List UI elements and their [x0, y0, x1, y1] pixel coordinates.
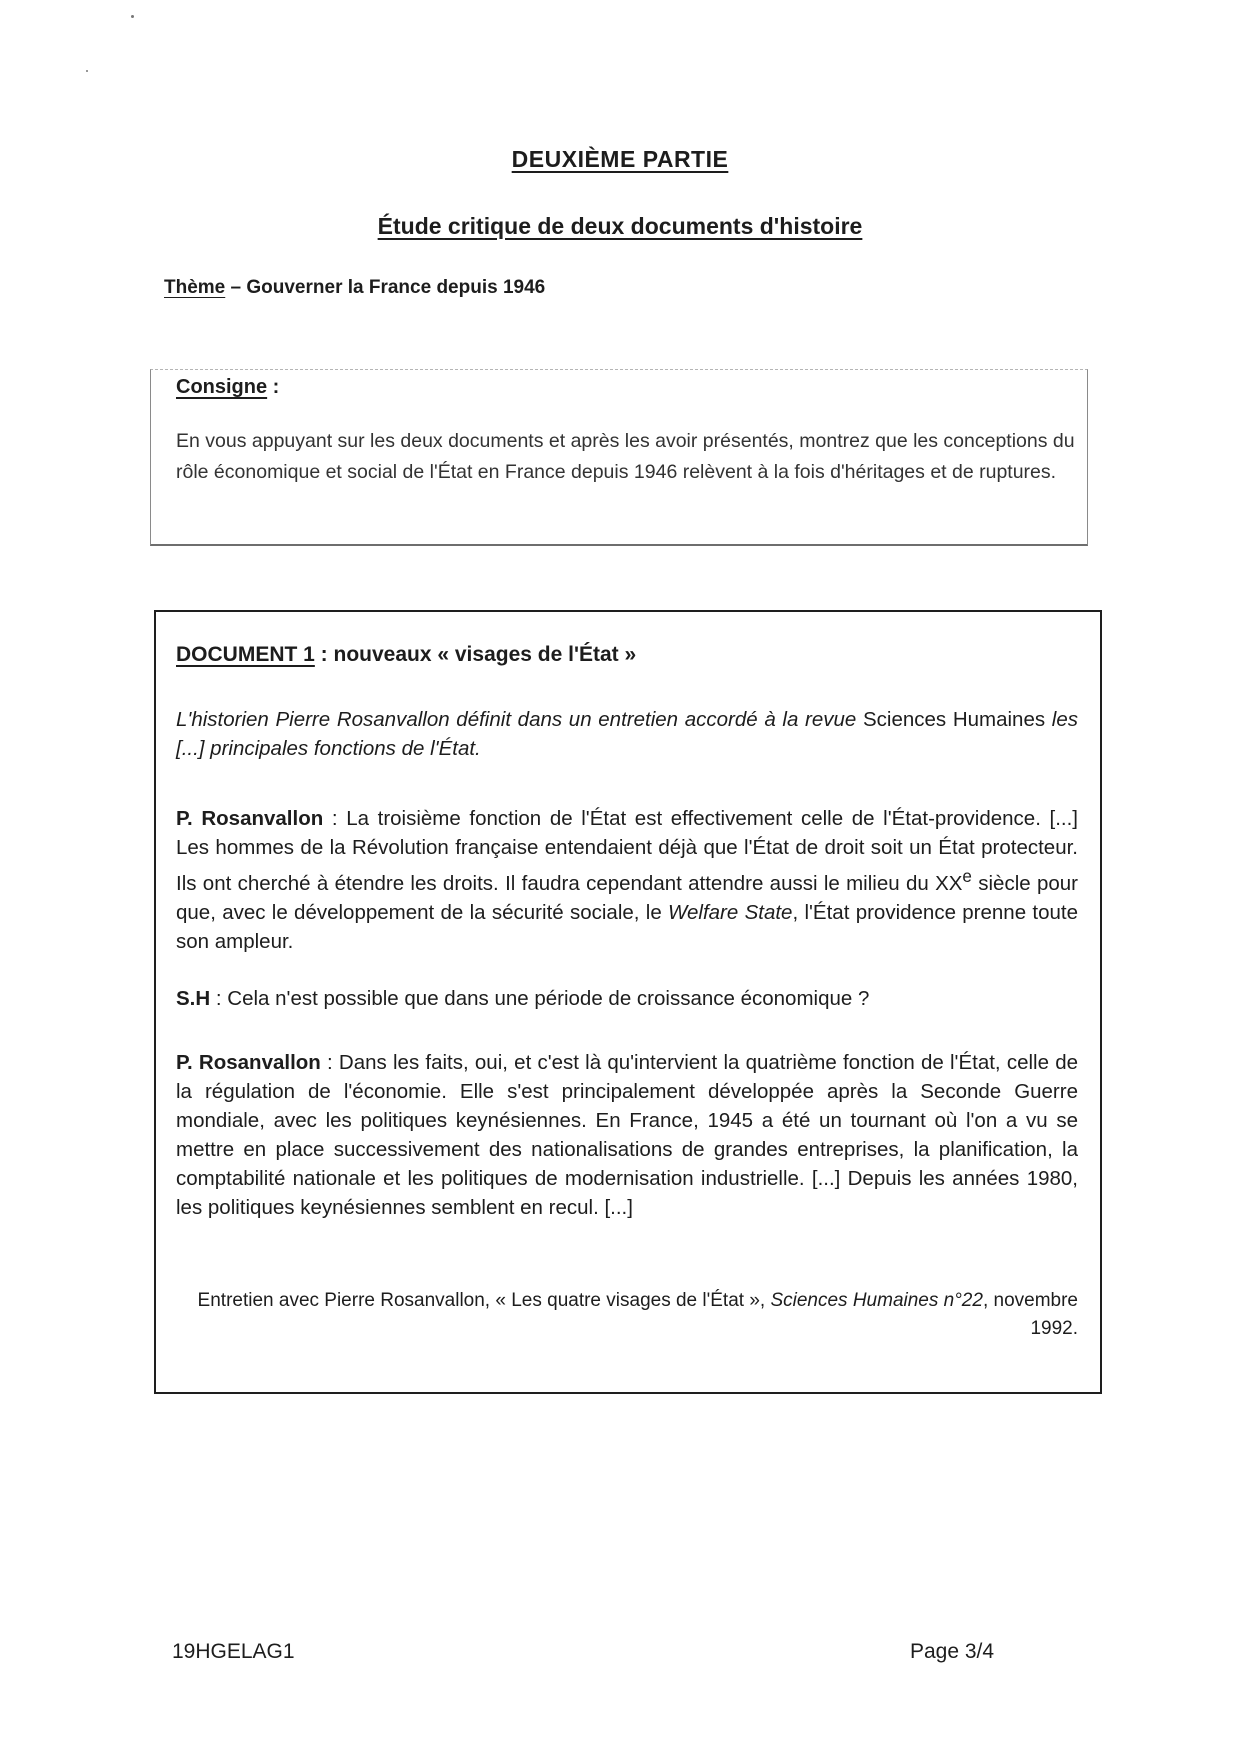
consigne-label: Consigne	[176, 376, 268, 398]
page-number: Page 3/4	[910, 1640, 995, 1663]
subject-code: 19HGELAG1	[172, 1640, 295, 1663]
consigne-text: En vous appuyant sur les deux documents et après les avoir présentés, montrez que les conceptions du rôle économique et social de l'État en France depuis 1946 relèvent à la fois d'héritages et de ruptures.	[176, 430, 1075, 483]
document-source: Entretien avec Pierre Rosanvallon, « Les quatre visages de l'État », Sciences Humaines n°22, novembre 1992.	[197, 1290, 1078, 1339]
interview-answer-1: P. Rosanvallon : La troisième fonction de l'État est effectivement celle de l'État-providence. [...] Les hommes de la Révolution française entendaient déjà que l'État de droit soit un État protecteur. Ils ont cherché à étendre les droits. Il faudra cependant attendre aussi le milieu du XXe siècle pour que, avec le développement de la sécurité sociale, le Welfare State, l'État providence prenne toute son ampleur.	[176, 807, 1079, 953]
consigne-heading: Consigne :	[176, 376, 280, 398]
exercise-subtitle: Étude critique de deux documents d'histoire	[377, 213, 863, 239]
theme-label: Thème	[164, 277, 226, 298]
speaker: P. Rosanvallon	[176, 1051, 321, 1074]
interview-answer-2: P. Rosanvallon : Dans les faits, oui, et c'est là qu'intervient la quatrième fonction de l'État, celle de la régulation de l'économie. Elle s'est principalement développée après la Seconde Guerre mondiale, avec les politiques keynésiennes. En France, 1945 a été un tournant où l'on a vu se mettre en place successivement des nationalisations de grandes entreprises, la planification, la comptabilité nationale et les politiques de modernisation industrielle. [...] Depuis les années 1980, les politiques keynésiennes semblent en recul. [...]	[176, 1051, 1078, 1219]
speaker: P. Rosanvallon	[176, 807, 324, 830]
scan-speck	[86, 70, 88, 72]
document-title	[176, 643, 636, 667]
journal-name: Sciences Humaines	[856, 708, 1052, 731]
speaker: S.H	[176, 987, 211, 1010]
document-label: DOCUMENT 1	[176, 643, 315, 666]
scan-speck	[131, 15, 134, 18]
theme-text: – Gouverner la France depuis 1946	[225, 277, 546, 298]
theme-line	[164, 277, 545, 299]
interview-question: S.H : Cela n'est possible que dans une période de croissance économique ?	[176, 987, 870, 1010]
part-title: DEUXIÈME PARTIE	[511, 146, 729, 172]
document-intro: L'historien Pierre Rosanvallon définit dans un entretien accordé à la revue Sciences Humaines les [...] principales fonctions de l'État.	[176, 708, 1078, 760]
document-title-text: : nouveaux « visages de l'État »	[314, 643, 637, 666]
